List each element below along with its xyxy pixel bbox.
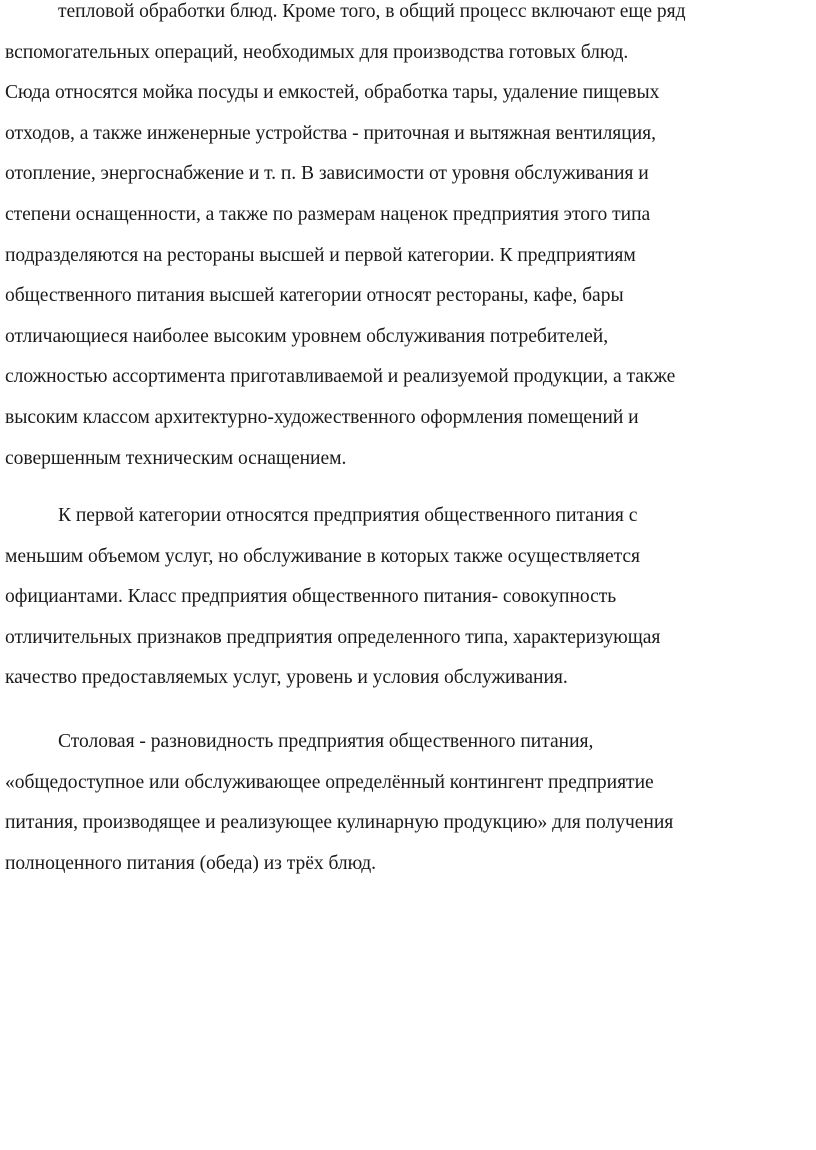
text-line: отличающиеся наиболее высоким уровнем обслуживания потребителей,	[5, 325, 609, 347]
text-line: подразделяются на рестораны высшей и первой категории. К предприятиям	[5, 244, 636, 266]
text-line: отличительных признаков предприятия определенного типа, характеризующая	[5, 626, 661, 648]
text-line: К первой категории относятся предприятия общественного питания с	[58, 505, 638, 526]
text-line: общественного питания высшей категории относят рестораны, кафе, бары	[5, 285, 624, 307]
text-line: меньшим объемом услуг, но обслуживание в которых также осуществляется	[5, 545, 641, 567]
text-line: сложностью ассортимента приготавливаемой и реализуемой продукции, а также	[5, 366, 676, 388]
text-line: степени оснащенности, а также по размерам наценок предприятия этого типа	[5, 203, 651, 225]
text-line: отопление, энергоснабжение и т. п. В зависимости от уровня обслуживания и	[5, 163, 649, 185]
text-line: Столовая - разновидность предприятия общественного питания,	[58, 731, 594, 752]
paragraph-canteen-definition	[5, 722, 816, 884]
text-line: тепловой обработки блюд. Кроме того, в общий процесс включают еще ряд	[58, 1, 686, 22]
text-line: официантами. Класс предприятия общественного питания- совокупность	[5, 586, 617, 608]
text-line: питания, производящее и реализующее кулинарную продукцию» для получения	[5, 812, 674, 834]
paragraph-first-category	[5, 496, 816, 699]
text-line: качество предоставляемых услуг, уровень и условия обслуживания.	[5, 667, 568, 689]
text-line: высоким классом архитектурно-художественного оформления помещений и	[5, 406, 639, 428]
paragraph-enterprise-categories	[5, 0, 816, 479]
text-line: полноценного питания (обеда) из трёх блюд.	[5, 852, 376, 874]
text-line: совершенным техническим оснащением.	[5, 447, 347, 469]
text-line: вспомогательных операций, необходимых для производства готовых блюд.	[5, 41, 629, 63]
text-line: «общедоступное или обслуживающее определённый контингент предприятие	[5, 771, 654, 793]
text-line: Сюда относятся мойка посуды и емкостей, обработка тары, удаление пищевых	[5, 82, 660, 104]
text-line: отходов, а также инженерные устройства - приточная и вытяжная вентиляция,	[5, 122, 656, 144]
